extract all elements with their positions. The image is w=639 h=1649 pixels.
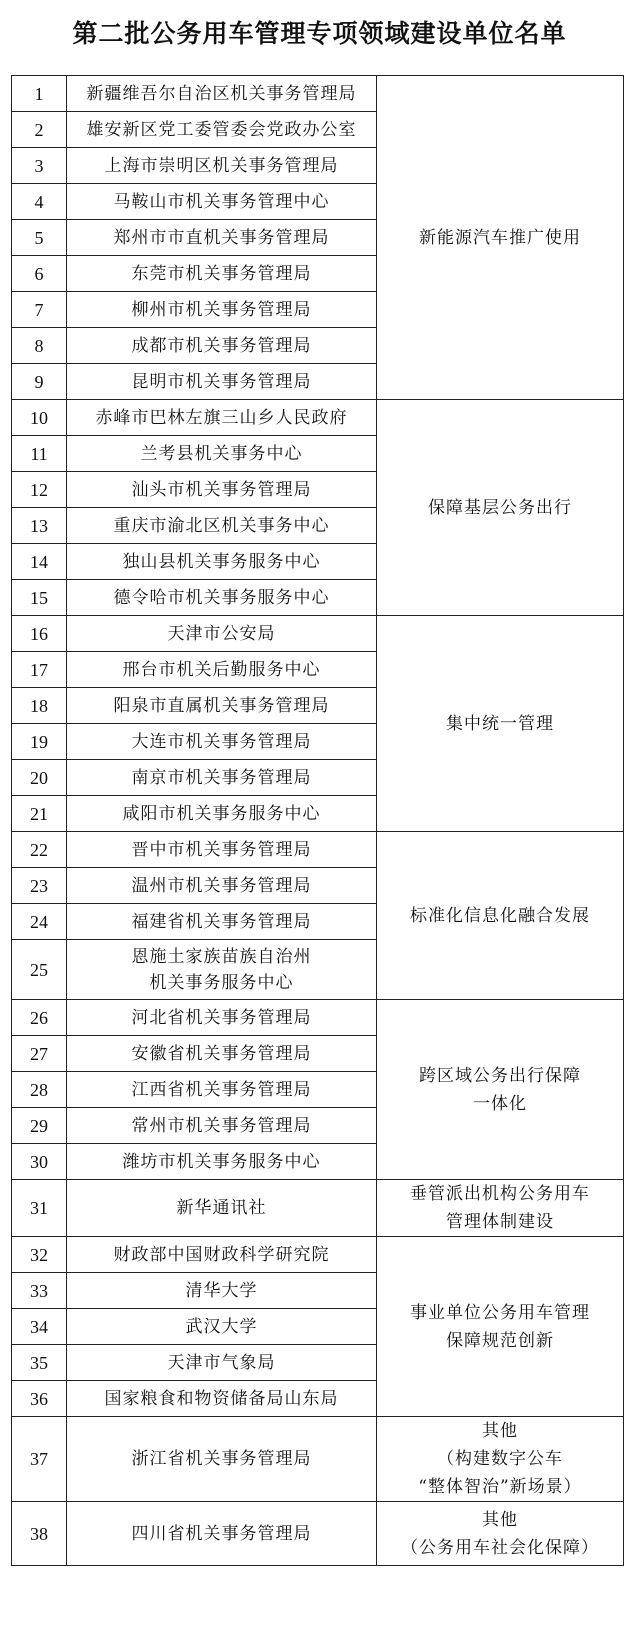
category-cell <box>377 616 624 832</box>
category-line: 跨区域公务出行保障 <box>419 1065 581 1086</box>
row-number: 13 <box>12 508 67 544</box>
unit-name <box>67 940 377 1000</box>
category-cell <box>377 400 624 616</box>
unit-name-line: 河北省机关事务管理局 <box>131 1007 312 1028</box>
table-row <box>12 1502 624 1566</box>
row-number: 23 <box>12 868 67 904</box>
unit-name <box>67 760 377 796</box>
table-row <box>12 1237 624 1273</box>
row-number: 4 <box>12 184 67 220</box>
row-number: 28 <box>12 1072 67 1108</box>
unit-name-line: 恩施土家族苗族自治州 <box>131 946 312 967</box>
unit-name-line: 上海市崇明区机关事务管理局 <box>104 155 339 176</box>
row-number: 14 <box>12 544 67 580</box>
unit-name <box>67 508 377 544</box>
unit-name <box>67 1072 377 1108</box>
unit-name <box>67 832 377 868</box>
row-number: 15 <box>12 580 67 616</box>
unit-name-line: 天津市公安局 <box>167 623 276 644</box>
units-table-body <box>12 76 624 1566</box>
unit-name-line: 雄安新区党工委管委会党政办公室 <box>86 119 357 140</box>
unit-name-line: 四川省机关事务管理局 <box>131 1523 312 1544</box>
category-line: （构建数字公车 <box>437 1449 563 1469</box>
unit-name-line: 江西省机关事务管理局 <box>131 1079 312 1100</box>
page-title: 第二批公务用车管理专项领域建设单位名单 <box>72 19 567 48</box>
row-number: 35 <box>12 1345 67 1381</box>
unit-name-line: 浙江省机关事务管理局 <box>131 1449 312 1469</box>
unit-name-line: 独山县机关事务服务中心 <box>122 551 321 572</box>
unit-name-line: 财政部中国财政科学研究院 <box>113 1244 330 1265</box>
unit-name-line: 大连市机关事务管理局 <box>131 731 312 752</box>
unit-name <box>67 544 377 580</box>
category-line: 垂管派出机构公务用车 <box>410 1184 590 1204</box>
unit-name-line: 福建省机关事务管理局 <box>131 911 312 932</box>
unit-name <box>67 1237 377 1273</box>
row-number: 30 <box>12 1144 67 1180</box>
unit-name <box>67 1345 377 1381</box>
category-line: 集中统一管理 <box>446 713 554 734</box>
row-number: 1 <box>12 76 67 112</box>
unit-name <box>67 1144 377 1180</box>
unit-name-line: 温州市机关事务管理局 <box>131 875 312 896</box>
row-number: 22 <box>12 832 67 868</box>
unit-name <box>67 112 377 148</box>
unit-name <box>67 580 377 616</box>
unit-name-line: 阳泉市直属机关事务管理局 <box>113 695 330 716</box>
row-number: 32 <box>12 1237 67 1273</box>
table-row <box>12 1000 624 1036</box>
row-number: 37 <box>12 1417 67 1502</box>
unit-name-line: 成都市机关事务管理局 <box>131 335 312 356</box>
unit-name-line: 武汉大学 <box>185 1316 258 1337</box>
unit-name-line: 汕头市机关事务管理局 <box>131 479 312 500</box>
unit-name <box>67 292 377 328</box>
unit-name <box>67 76 377 112</box>
category-cell <box>377 1000 624 1180</box>
unit-name <box>67 1000 377 1036</box>
row-number: 26 <box>12 1000 67 1036</box>
unit-name-line: 新华通讯社 <box>176 1198 267 1218</box>
row-number: 10 <box>12 400 67 436</box>
table-row <box>12 1180 624 1237</box>
unit-name <box>67 328 377 364</box>
unit-name <box>67 724 377 760</box>
row-number: 7 <box>12 292 67 328</box>
table-row <box>12 400 624 436</box>
row-number: 3 <box>12 148 67 184</box>
unit-name-line: 清华大学 <box>185 1280 258 1301</box>
table-row <box>12 1417 624 1502</box>
category-cell <box>377 1502 624 1566</box>
unit-name <box>67 1180 377 1237</box>
category-cell <box>377 1180 624 1237</box>
category-line: 其他 <box>482 1509 518 1530</box>
table-row <box>12 832 624 868</box>
unit-name <box>67 148 377 184</box>
unit-name <box>67 256 377 292</box>
category-line: 保障基层公务出行 <box>428 497 572 518</box>
category-cell <box>377 1417 624 1502</box>
row-number: 29 <box>12 1108 67 1144</box>
unit-name-line: 东莞市机关事务管理局 <box>131 263 312 284</box>
unit-name-line: 柳州市机关事务管理局 <box>131 299 312 320</box>
unit-name-line: 晋中市机关事务管理局 <box>131 839 312 860</box>
category-line: 管理体制建设 <box>446 1212 554 1232</box>
unit-name-line: 常州市机关事务管理局 <box>131 1115 312 1136</box>
unit-name <box>67 1502 377 1566</box>
unit-name-line: 国家粮食和物资储备局山东局 <box>104 1388 339 1409</box>
category-line: 其他 <box>482 1421 518 1441</box>
category-line: 保障规范创新 <box>446 1330 554 1351</box>
unit-name-line: 马鞍山市机关事务管理中心 <box>113 191 330 212</box>
unit-name <box>67 1381 377 1417</box>
table-row <box>12 616 624 652</box>
unit-name <box>67 1417 377 1502</box>
row-number: 12 <box>12 472 67 508</box>
row-number: 17 <box>12 652 67 688</box>
unit-name <box>67 1273 377 1309</box>
unit-name-line: 安徽省机关事务管理局 <box>131 1043 312 1064</box>
row-number: 16 <box>12 616 67 652</box>
unit-name <box>67 436 377 472</box>
unit-name-line: 潍坊市机关事务服务中心 <box>122 1151 321 1172</box>
unit-name <box>67 904 377 940</box>
unit-name-line: 兰考县机关事务中心 <box>140 443 303 464</box>
row-number: 24 <box>12 904 67 940</box>
row-number: 27 <box>12 1036 67 1072</box>
row-number: 6 <box>12 256 67 292</box>
unit-name-line: 南京市机关事务管理局 <box>131 767 312 788</box>
row-number: 5 <box>12 220 67 256</box>
row-number: 19 <box>12 724 67 760</box>
unit-name <box>67 688 377 724</box>
unit-name-line: 咸阳市机关事务服务中心 <box>122 803 321 824</box>
unit-name <box>67 1309 377 1345</box>
row-number: 8 <box>12 328 67 364</box>
row-number: 36 <box>12 1381 67 1417</box>
unit-name <box>67 1036 377 1072</box>
unit-name <box>67 220 377 256</box>
unit-name-line: 昆明市机关事务管理局 <box>131 371 312 392</box>
category-line: 标准化信息化融合发展 <box>410 905 590 926</box>
unit-name <box>67 1108 377 1144</box>
unit-name <box>67 796 377 832</box>
unit-name-line: 赤峰市巴林左旗三山乡人民政府 <box>95 407 348 428</box>
unit-name-line: 新疆维吾尔自治区机关事务管理局 <box>86 83 357 104</box>
unit-name-line: 机关事务服务中心 <box>149 972 294 993</box>
units-table <box>11 75 624 1566</box>
category-line: “整体智治”新场景） <box>418 1477 582 1497</box>
unit-name-line: 重庆市渝北区机关事务中心 <box>113 515 330 536</box>
category-line: 事业单位公务用车管理 <box>410 1302 590 1323</box>
unit-name <box>67 184 377 220</box>
unit-name <box>67 364 377 400</box>
row-number: 21 <box>12 796 67 832</box>
unit-name-line: 天津市气象局 <box>167 1352 276 1373</box>
row-number: 34 <box>12 1309 67 1345</box>
row-number: 38 <box>12 1502 67 1566</box>
category-line: 新能源汽车推广使用 <box>419 227 581 248</box>
row-number: 11 <box>12 436 67 472</box>
row-number: 31 <box>12 1180 67 1237</box>
category-cell <box>377 1237 624 1417</box>
unit-name-line: 郑州市市直机关事务管理局 <box>113 227 330 248</box>
row-number: 18 <box>12 688 67 724</box>
unit-name <box>67 472 377 508</box>
category-line: （公务用车社会化保障） <box>401 1537 599 1558</box>
unit-name <box>67 400 377 436</box>
table-row <box>12 76 624 112</box>
unit-name <box>67 652 377 688</box>
category-cell <box>377 832 624 1000</box>
row-number: 2 <box>12 112 67 148</box>
row-number: 25 <box>12 940 67 1000</box>
category-line: 一体化 <box>473 1093 527 1114</box>
unit-name-line: 德令哈市机关事务服务中心 <box>113 587 330 608</box>
category-cell <box>377 76 624 400</box>
row-number: 9 <box>12 364 67 400</box>
unit-name <box>67 868 377 904</box>
row-number: 33 <box>12 1273 67 1309</box>
row-number: 20 <box>12 760 67 796</box>
unit-name-line: 邢台市机关后勤服务中心 <box>122 659 321 680</box>
unit-name <box>67 616 377 652</box>
